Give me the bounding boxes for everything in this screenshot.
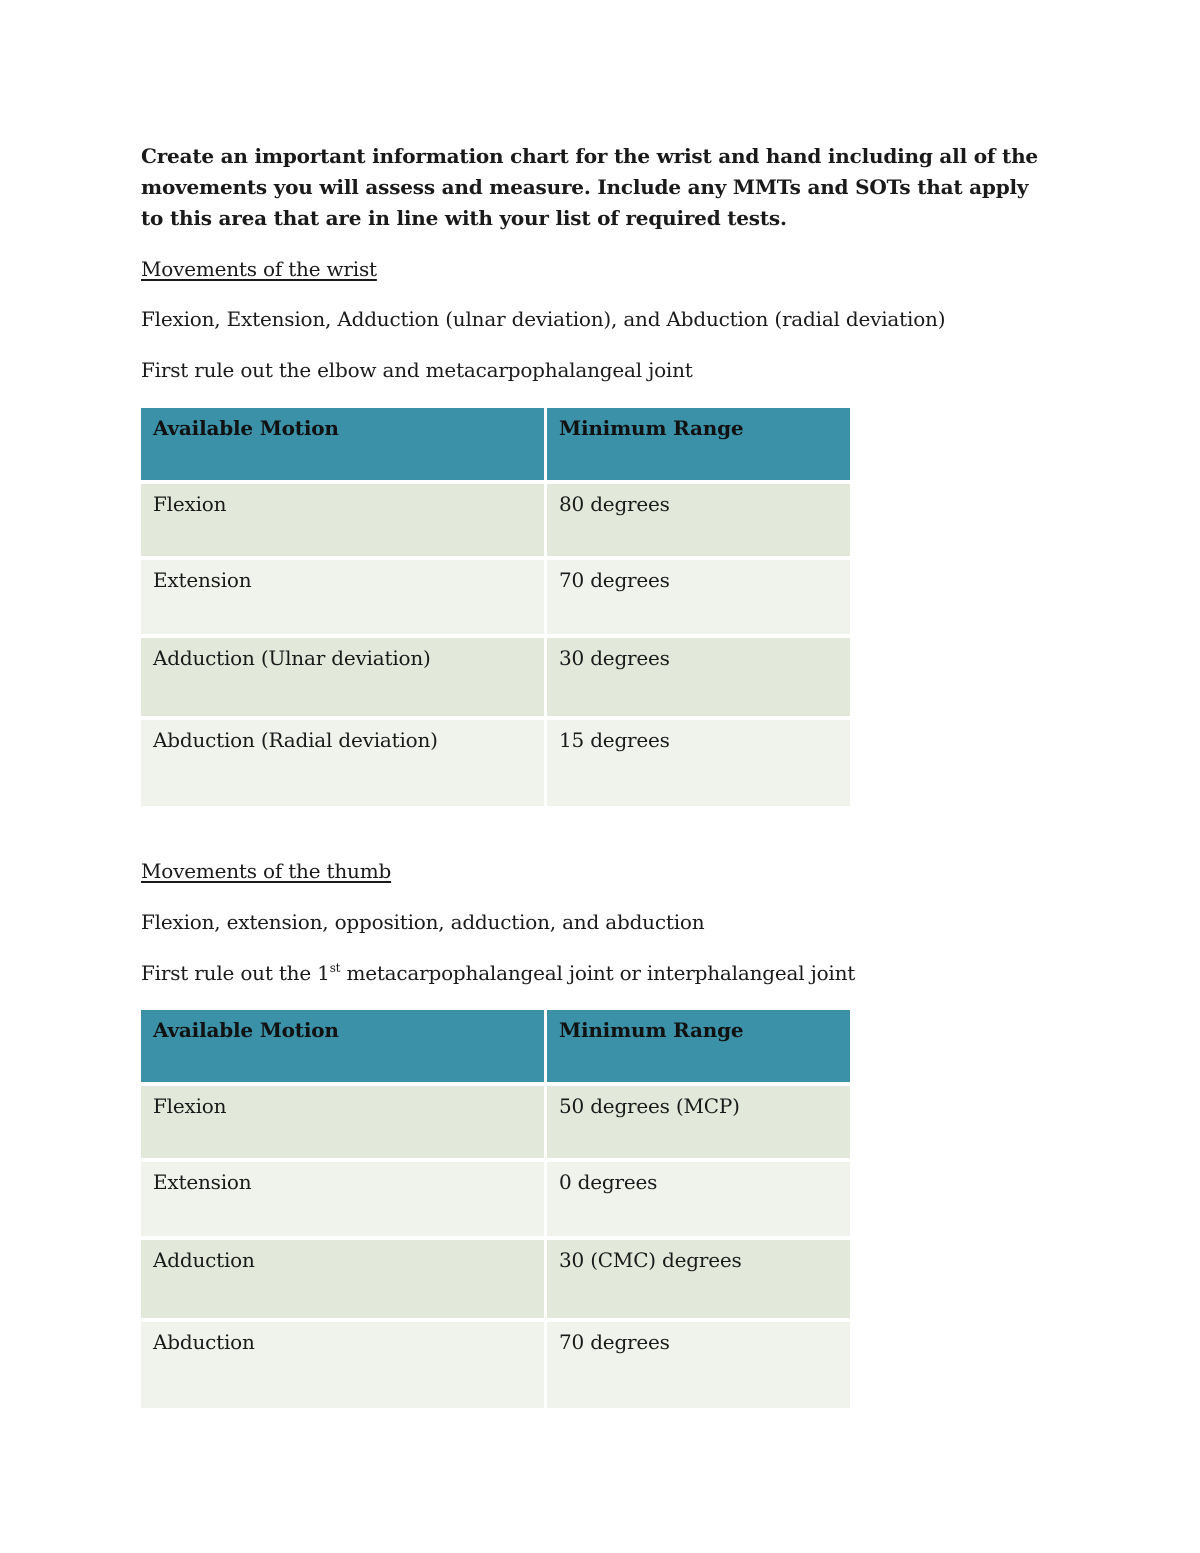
table-row — [141, 484, 850, 556]
rule-out-pre: First rule out the 1 — [141, 961, 330, 985]
motion-cell: Abduction (Radial deviation) — [141, 720, 544, 806]
motion-cell: Flexion — [141, 484, 544, 556]
wrist-rule-out-text: First rule out the elbow and metacarpophalangeal joint — [141, 358, 693, 382]
motion-cell: Abduction — [141, 1322, 544, 1408]
table-row — [141, 1240, 850, 1318]
table-row — [141, 1086, 850, 1158]
thumb-section-title: Movements of the thumb — [141, 859, 392, 883]
table-row — [141, 638, 850, 716]
table-row — [141, 560, 850, 634]
wrist-section-title: Movements of the wrist — [141, 257, 377, 281]
motion-cell: Flexion — [141, 1086, 544, 1158]
range-cell: 30 degrees — [547, 638, 850, 716]
assignment-heading: Create an important information chart for the wrist and hand including all of the movements you will assess and measure. Include any MMTs and SOTs that apply to this area that are in line with your list of required tests. — [141, 144, 1038, 230]
motion-cell: Adduction — [141, 1240, 544, 1318]
header-available-motion: Available Motion — [141, 1010, 544, 1082]
motion-cell: Extension — [141, 1162, 544, 1236]
range-cell: 80 degrees — [547, 484, 850, 556]
range-cell: 70 degrees — [547, 1322, 850, 1408]
thumb-range-table — [138, 1006, 853, 1412]
table-row — [141, 720, 850, 806]
header-minimum-range: Minimum Range — [547, 1010, 850, 1082]
table-header-row — [141, 408, 850, 480]
thumb-movements-text: Flexion, extension, opposition, adduction, and abduction — [141, 910, 705, 934]
motion-cell: Extension — [141, 560, 544, 634]
table-header-row — [141, 1010, 850, 1082]
range-cell: 50 degrees (MCP) — [547, 1086, 850, 1158]
ordinal-superscript: st — [329, 961, 341, 975]
wrist-movements-text: Flexion, Extension, Adduction (ulnar deviation), and Abduction (radial deviation) — [141, 307, 946, 331]
range-cell: 70 degrees — [547, 560, 850, 634]
range-cell: 0 degrees — [547, 1162, 850, 1236]
motion-cell: Adduction (Ulnar deviation) — [141, 638, 544, 716]
table-row — [141, 1162, 850, 1236]
rule-out-post: metacarpophalangeal joint or interphalangeal joint — [340, 961, 856, 985]
thumb-rule-out-text — [141, 959, 855, 987]
range-cell: 30 (CMC) degrees — [547, 1240, 850, 1318]
header-minimum-range: Minimum Range — [547, 408, 850, 480]
table-row — [141, 1322, 850, 1408]
header-available-motion: Available Motion — [141, 408, 544, 480]
range-cell: 15 degrees — [547, 720, 850, 806]
wrist-range-table — [138, 404, 853, 810]
